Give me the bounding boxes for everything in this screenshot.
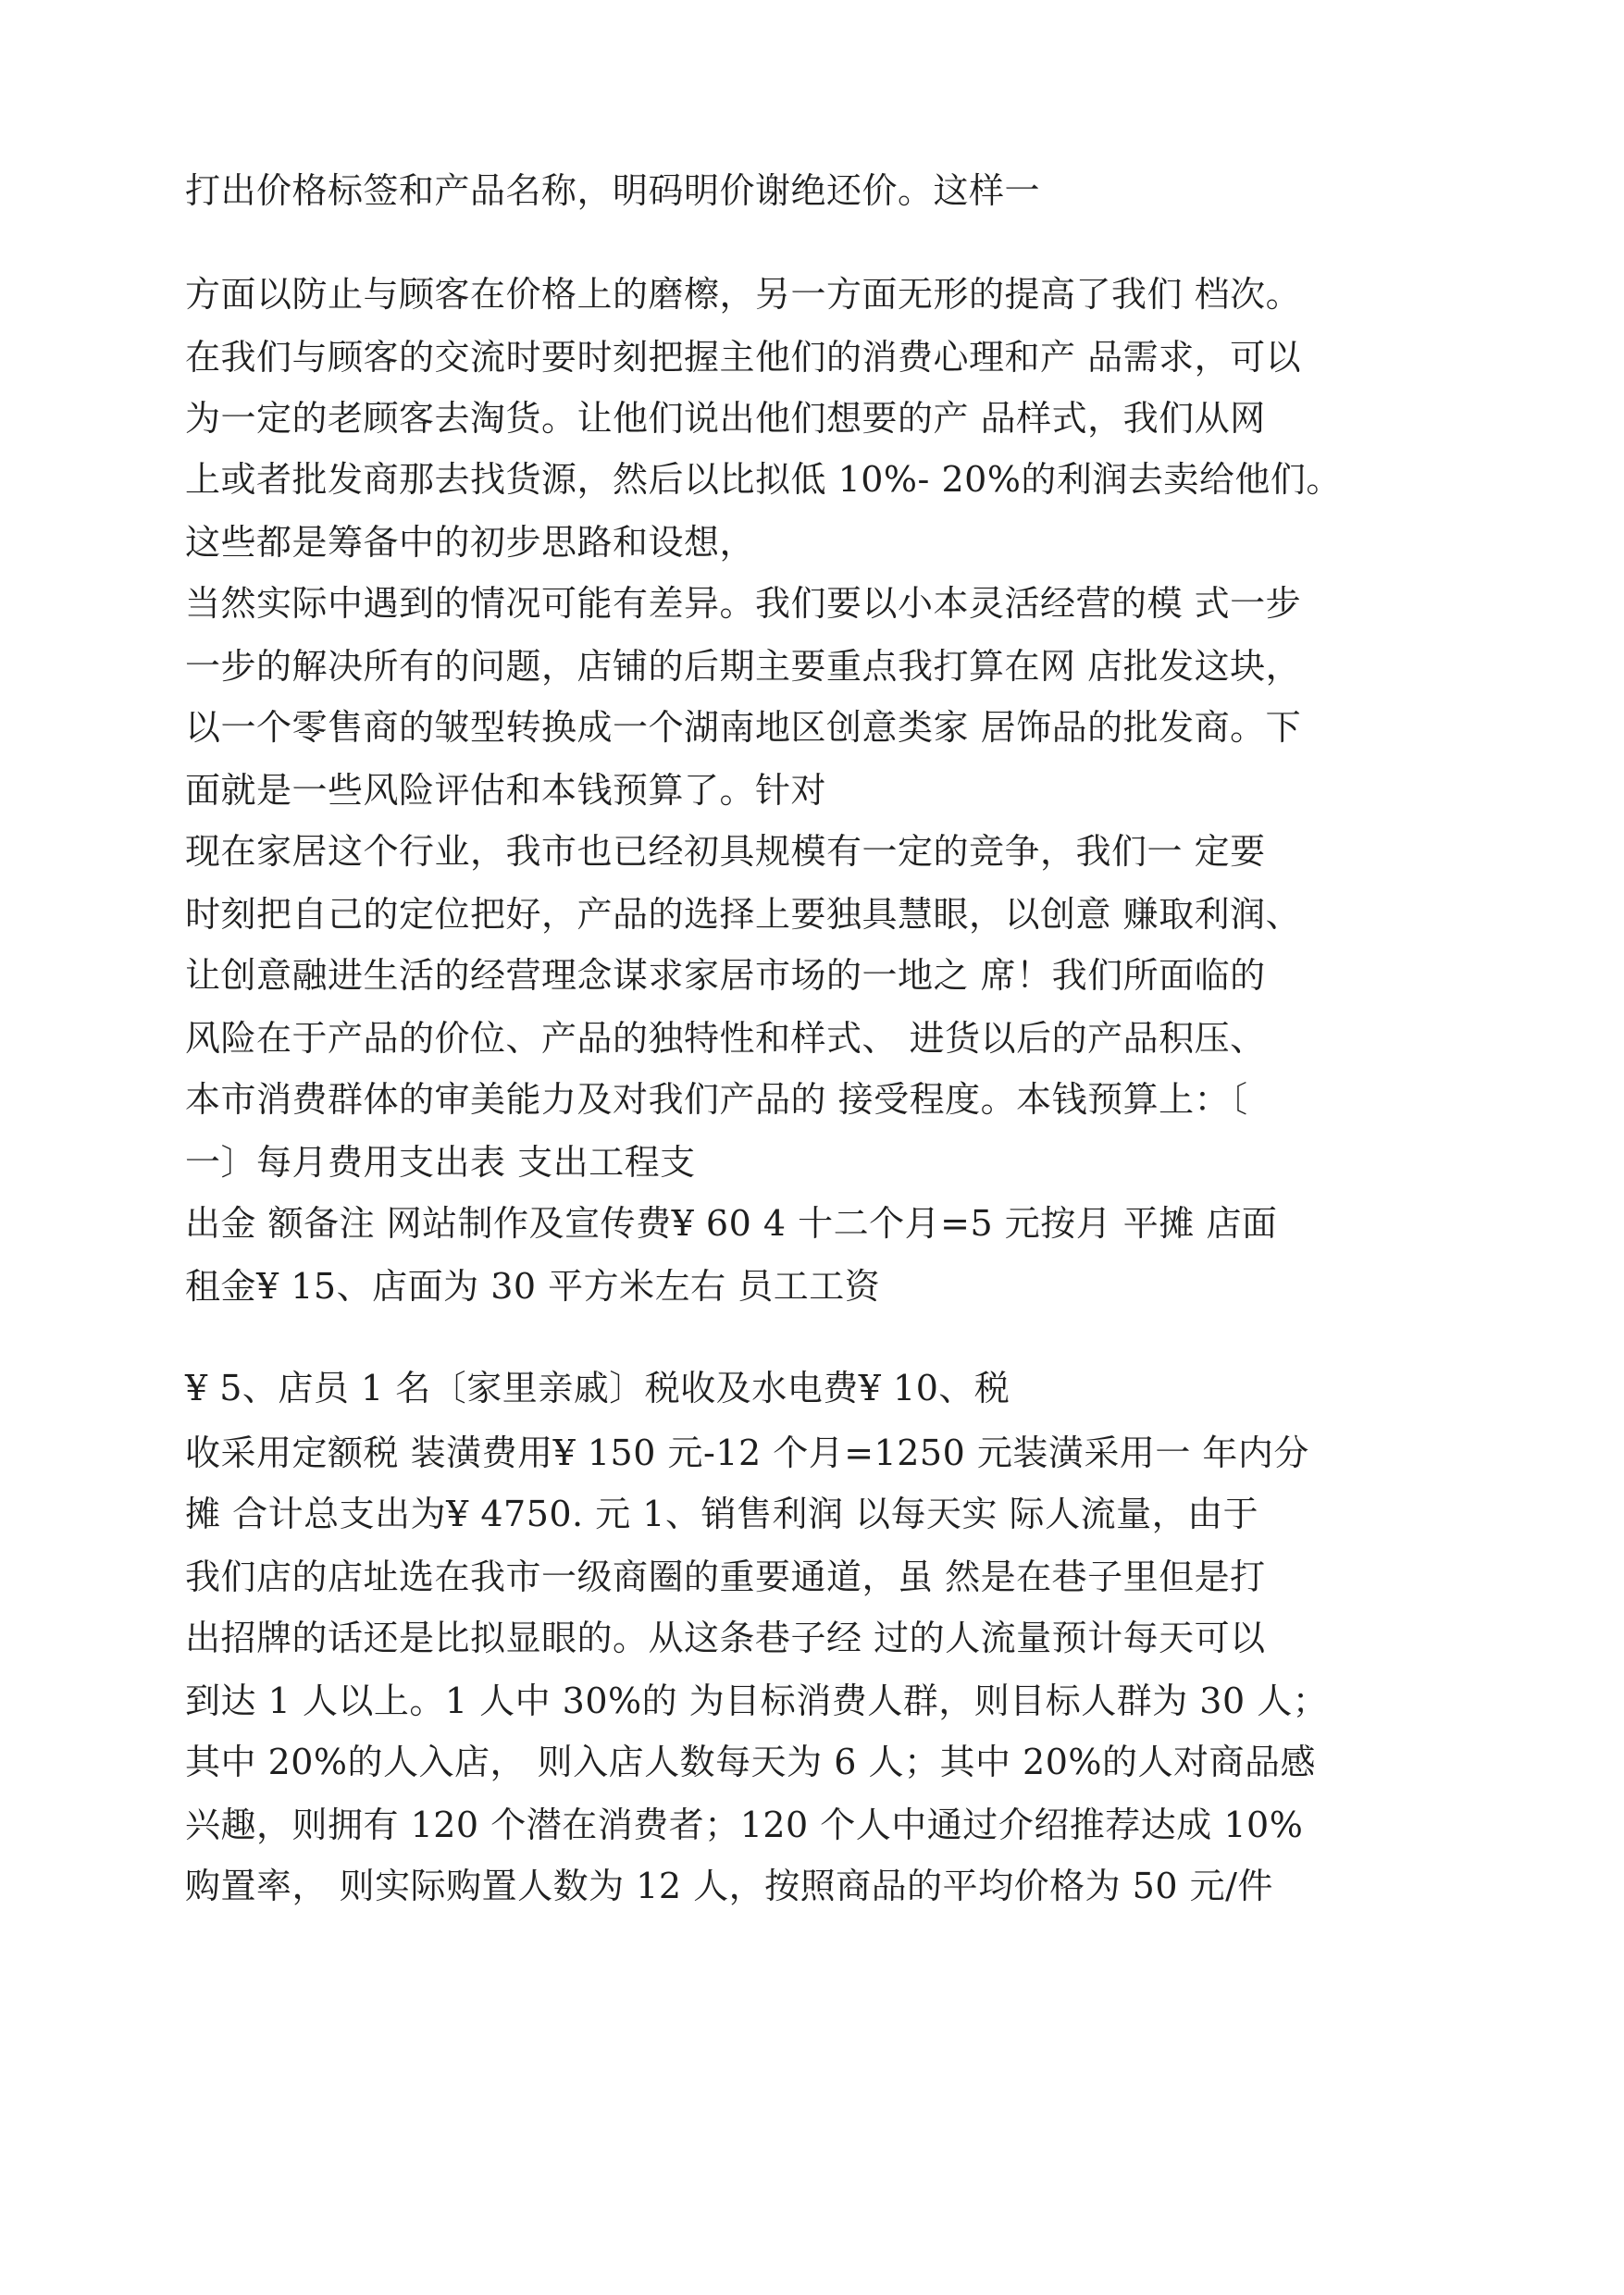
text-line: 一〕每月费用支出表 支出工程支 xyxy=(185,1142,696,1183)
text-line: 以一个零售商的皱型转换成一个湖南地区创意类家 居饰品的批发商。下 xyxy=(185,707,1302,748)
text-line: 一步的解决所有的问题，店铺的后期主要重点我打算在网 店批发这块， xyxy=(185,646,1302,687)
text-line: 收采用定额税 装潢费用¥ 150 元-12 个月=1250 元装潢采用一 年内分 xyxy=(185,1433,1309,1473)
text-line: 其中 20%的人入店， 则入店人数每天为 6 人；其中 20%的人对商品感 xyxy=(185,1742,1316,1782)
text-line: 当然实际中遇到的情况可能有差异。我们要以小本灵活经营的模 式一步 xyxy=(185,583,1302,624)
text-line: 让创意融进生活的经营理念谋求家居市场的一地之 席！我们所面临的 xyxy=(185,955,1266,996)
text-line: 在我们与顾客的交流时要时刻把握主他们的消费心理和产 品需求，可以 xyxy=(185,337,1302,378)
text-line: 到达 1 人以上。1 人中 30%的 为目标消费人群，则目标人群为 30 人； xyxy=(185,1681,1329,1721)
text-line: 打出价格标签和产品名称，明码明价谢绝还价。这样一 xyxy=(185,170,1041,211)
text-line: 出招牌的话还是比拟显眼的。从这条巷子经 过的人流量预计每天可以 xyxy=(185,1618,1266,1658)
text-line: 上或者批发商那去找货源，然后以比拟低 10%- 20%的利润去卖给他们。 xyxy=(185,459,1342,500)
text-line: 时刻把自己的定位把好，产品的选择上要独具慧眼，以创意 赚取利润、 xyxy=(185,894,1302,935)
text-line: 风险在于产品的价位、产品的独特性和样式、 进货以后的产品积压、 xyxy=(185,1018,1266,1059)
text-line: ¥ 5、店员 1 名〔家里亲戚〕税收及水电费¥ 10、税 xyxy=(185,1368,1010,1408)
text-line: 方面以防止与顾客在价格上的磨檫，另一方面无形的提高了我们 档次。 xyxy=(185,274,1302,315)
text-line: 租金¥ 15、店面为 30 平方米左右 员工工资 xyxy=(185,1266,881,1307)
text-line: 现在家居这个行业，我市也已经初具规模有一定的竞争，我们一 定要 xyxy=(185,831,1266,872)
text-line: 为一定的老顾客去淘货。让他们说出他们想要的产 品样式，我们从网 xyxy=(185,398,1266,439)
text-line: 兴趣，则拥有 120 个潜在消费者；120 个人中通过介绍推荐达成 10% xyxy=(185,1805,1304,1845)
text-line: 购置率， 则实际购置人数为 12 人，按照商品的平均价格为 50 元/件 xyxy=(185,1866,1273,1906)
text-line: 摊 合计总支出为¥ 4750. 元 1、销售利润 以每天实 际人流量，由于 xyxy=(185,1494,1259,1534)
text-line: 面就是一些风险评估和本钱预算了。针对 xyxy=(185,770,827,811)
text-line: 出金 额备注 网站制作及宣传费¥ 60 4 十二个月=5 元按月 平摊 店面 xyxy=(185,1203,1278,1244)
text-line: 本市消费群体的审美能力及对我们产品的 接受程度。本钱预算上：〔 xyxy=(185,1079,1248,1120)
text-line: 这些都是筹备中的初步思路和设想， xyxy=(185,522,756,563)
text-line: 我们店的店址选在我市一级商圈的重要通道，虽 然是在巷子里但是打 xyxy=(185,1557,1266,1597)
